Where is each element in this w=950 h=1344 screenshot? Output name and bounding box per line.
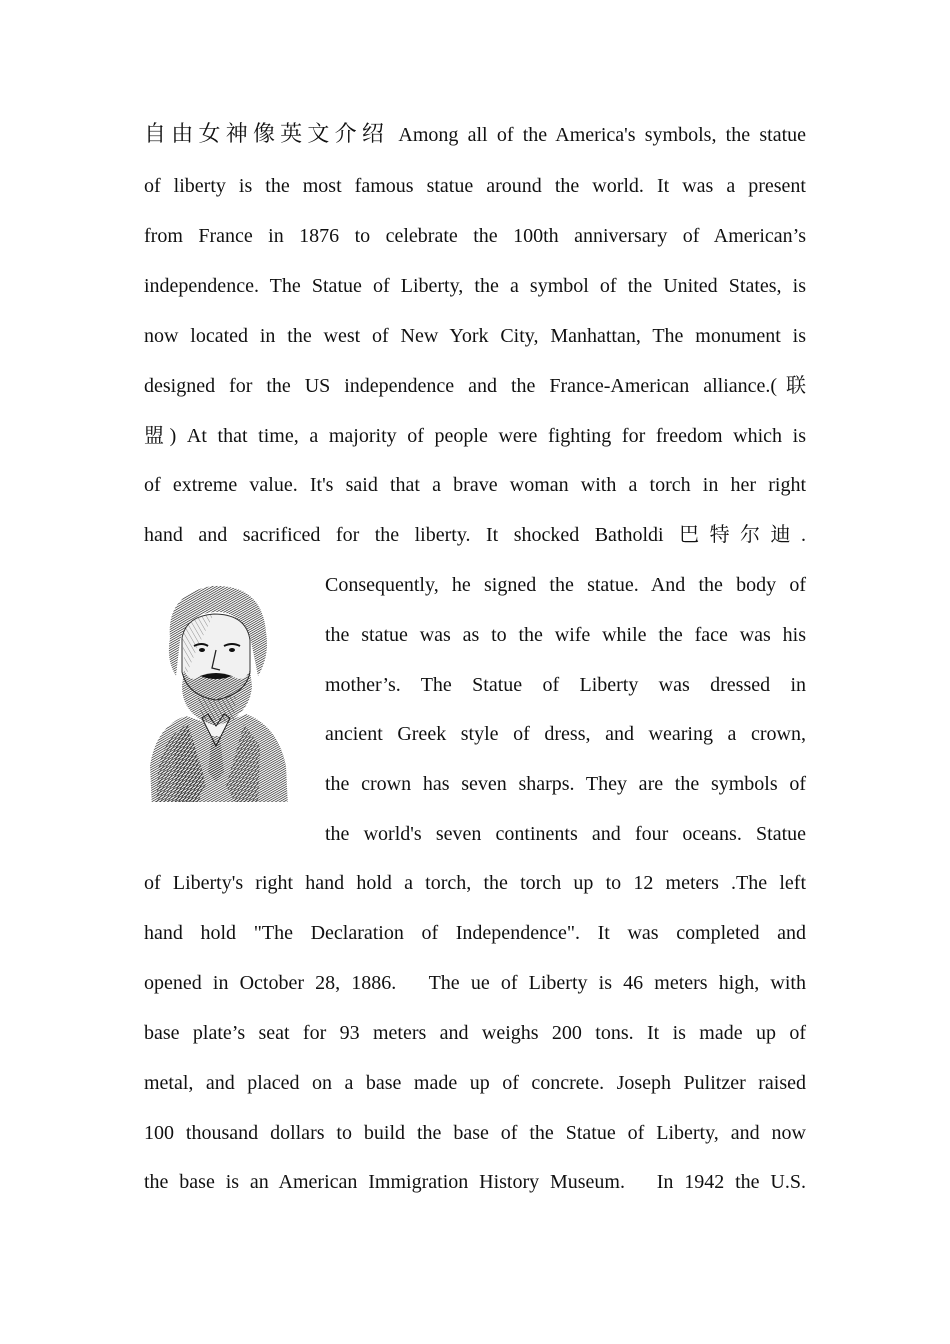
- line-text: Among all of the America's symbols, the statue: [398, 124, 807, 146]
- text-line-17: hand hold "The Declaration of Independence". It was completed and: [144, 922, 806, 944]
- text-line-21: 100 thousand dollars to build the base of the Statue of Liberty, and now: [144, 1122, 806, 1144]
- text-line-2: of liberty is the most famous statue around the world. It was a present: [144, 175, 806, 197]
- text-line-9: hand and sacrificed for the liberty. It shocked Batholdi 巴特尔迪.: [144, 524, 806, 546]
- text-line-12: mother’s. The Statue of Liberty was dressed in: [325, 674, 806, 696]
- text-line-22: the base is an American Immigration History Museum. In 1942 the U.S.: [144, 1171, 806, 1193]
- text-line-5: now located in the west of New York City, Manhattan, The monument is: [144, 325, 806, 347]
- text-line-8: of extreme value. It's said that a brave woman with a torch in her right: [144, 474, 806, 496]
- text-line-1: [144, 110, 806, 160]
- text-line-19: base plate’s seat for 93 meters and weighs 200 tons. It is made up of: [144, 1022, 806, 1044]
- engraved-portrait-icon: [146, 576, 292, 808]
- text-line-15: the world's seven continents and four oceans. Statue: [325, 823, 806, 845]
- text-line-10: Consequently, he signed the statue. And the body of: [325, 574, 806, 596]
- chinese-title: 自由女神像英文介绍: [144, 122, 390, 147]
- text-line-3: from France in 1876 to celebrate the 100th anniversary of American’s: [144, 225, 806, 247]
- text-line-16: of Liberty's right hand hold a torch, the torch up to 12 meters .The left: [144, 872, 806, 894]
- text-line-20: metal, and placed on a base made up of concrete. Joseph Pulitzer raised: [144, 1072, 806, 1094]
- text-line-7: 盟) At that time, a majority of people were fighting for freedom which is: [144, 425, 806, 447]
- text-line-6: designed for the US independence and the France-American alliance.(联: [144, 375, 806, 397]
- text-line-14: the crown has seven sharps. They are the symbols of: [325, 773, 806, 795]
- text-line-18: opened in October 28, 1886. The ue of Liberty is 46 meters high, with: [144, 972, 806, 994]
- text-line-11: the statue was as to the wife while the face was his: [325, 624, 806, 646]
- text-line-4: independence. The Statue of Liberty, the a symbol of the United States, is: [144, 275, 806, 297]
- portrait-image: [146, 576, 292, 808]
- text-line-13: ancient Greek style of dress, and wearing a crown,: [325, 723, 806, 745]
